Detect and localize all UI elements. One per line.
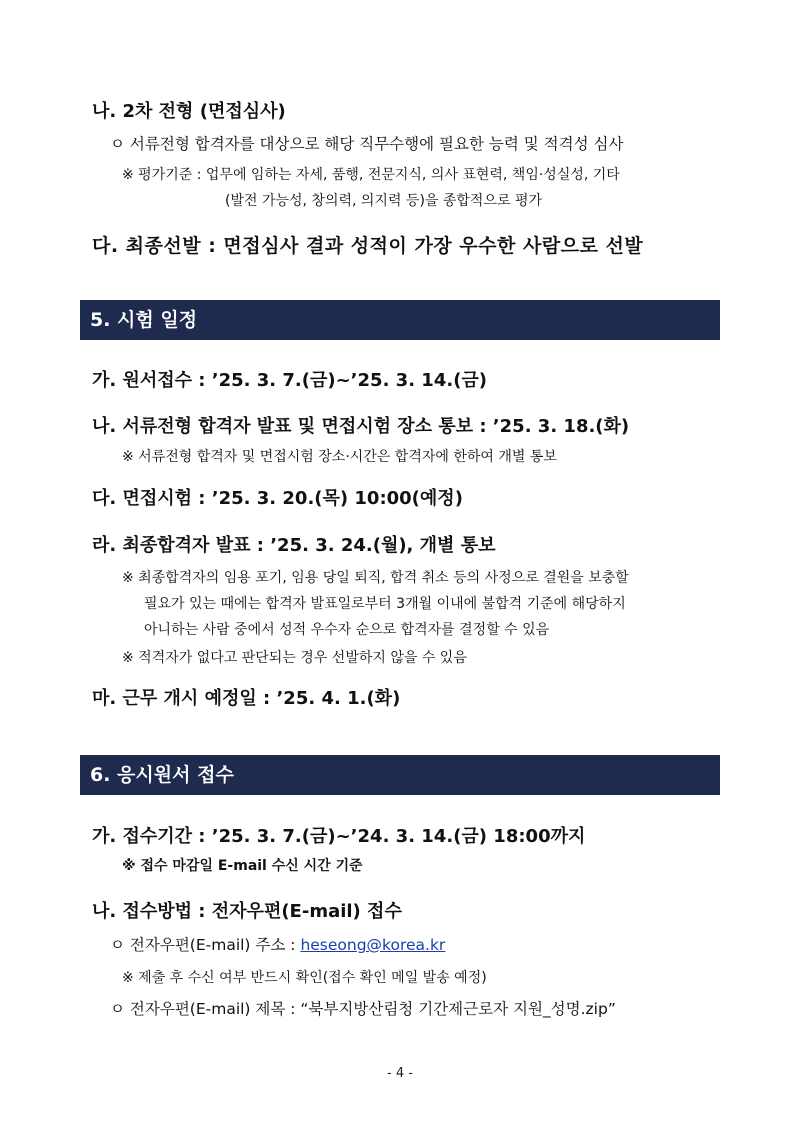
section5-item-c: 다. 면접시험 : ’25. 3. 20.(목) 10:00(예정) (92, 488, 463, 509)
section6-item-b-email-note: ※ 제출 후 수신 여부 반드시 확인(접수 확인 메일 발송 예정) (122, 970, 487, 986)
section5-item-d-note-4: ※ 적격자가 없다고 판단되는 경우 선발하지 않을 수 있음 (122, 650, 467, 666)
section6-item-a-note: ※ 접수 마감일 E-mail 수신 시간 기준 (122, 858, 363, 874)
section4-b-note-1: ※ 평가기준 : 업무에 임하는 자세, 품행, 전문지식, 의사 표현력, 책임·성실성, 기타 (122, 167, 620, 183)
section5-item-d-note-3: 아니하는 사람 중에서 성적 우수자 순으로 합격자를 결정할 수 있음 (144, 622, 550, 638)
section5-item-d: 라. 최종합격자 발표 : ’25. 3. 24.(월), 개별 통보 (92, 535, 496, 556)
section4-c-title: 다. 최종선발 : 면접심사 결과 성적이 가장 우수한 사람으로 선발 (92, 235, 644, 257)
section5-item-a: 가. 원서접수 : ’25. 3. 7.(금)~’25. 3. 14.(금) (92, 370, 488, 391)
section4-b-item: ㅇ 서류전형 합격자를 대상으로 해당 직무수행에 필요한 능력 및 적격성 심사 (110, 135, 624, 153)
section6-item-b: 나. 접수방법 : 전자우편(E-mail) 접수 (92, 901, 402, 922)
section5-item-d-note-1: ※ 최종합격자의 임용 포기, 임용 당일 퇴직, 합격 취소 등의 사정으로 결원을 보충할 (122, 570, 629, 586)
section6-item-a: 가. 접수기간 : ’25. 3. 7.(금)~’24. 3. 14.(금) 18:00까지 (92, 826, 586, 847)
section5-item-b-note: ※ 서류전형 합격자 및 면접시험 장소·시간은 합격자에 한하여 개별 통보 (122, 449, 557, 465)
email-link[interactable]: heseong@korea.kr (300, 936, 446, 954)
section5-item-b: 나. 서류전형 합격자 발표 및 면접시험 장소 통보 : ’25. 3. 18.(화) (92, 416, 630, 437)
section5-item-e: 마. 근무 개시 예정일 : ’25. 4. 1.(화) (92, 688, 401, 709)
page-number: - 4 - (387, 1066, 413, 1081)
section4-b-title: 나. 2차 전형 (면접심사) (92, 101, 286, 122)
section5-item-d-note-2: 필요가 있는 때에는 합격자 발표일로부터 3개월 이내에 불합격 기준에 해당하지 (144, 596, 626, 612)
section6-header: 6. 응시원서 접수 (80, 755, 720, 795)
section5-header: 5. 시험 일정 (80, 300, 720, 340)
section6-item-b-subject-line: ㅇ 전자우편(E-mail) 제목 : “북부지방산림청 기간제근로자 지원_성명.zip” (110, 1000, 616, 1018)
email-label: ㅇ 전자우편(E-mail) 주소 : (110, 936, 301, 954)
section4-b-note-2: (발전 가능성, 창의력, 의지력 등)을 종합적으로 평가 (225, 193, 543, 209)
section6-item-b-email-line (110, 933, 445, 955)
